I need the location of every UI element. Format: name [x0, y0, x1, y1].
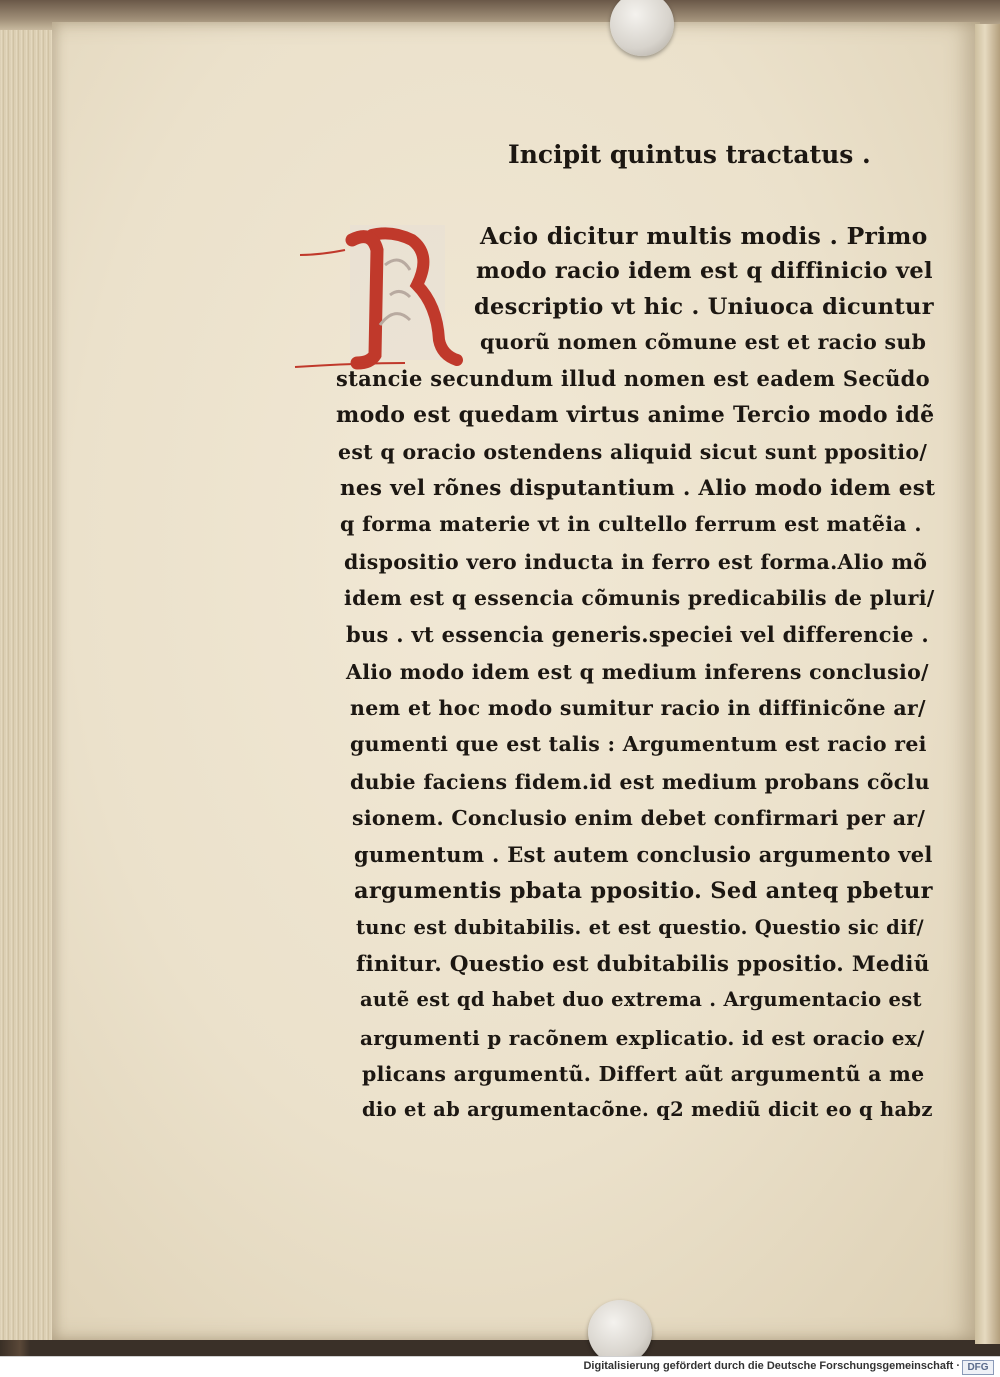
text-line-22: autẽ est qd habet duo extrema . Argumentacio est [360, 988, 922, 1011]
text-line-14: nem et hoc modo sumitur racio in diffinicõne ar/ [350, 696, 926, 720]
text-line-5: stancie secundum illud nomen est eadem Secũdo [336, 366, 930, 391]
text-line-19: argumentis pbata ppositio. Sed anteq pbetur [354, 878, 933, 904]
text-line-7: est q oracio ostendens aliquid sicut sunt ppositio/ [338, 440, 928, 464]
dfg-logo-icon[interactable]: DFG [962, 1360, 994, 1375]
text-line-13: Alio modo idem est q medium inferens conclusio/ [346, 660, 929, 684]
text-line-20: tunc est dubitabilis. et est questio. Questio sic dif/ [356, 916, 924, 939]
text-line-10: dispositio vero inducta in ferro est forma.Alio mõ [344, 550, 928, 574]
text-line-23: argumenti p racõnem explicatio. id est oracio ex/ [360, 1026, 925, 1050]
text-line-24: plicans argumentũ. Differt aũt argumentũ a me [362, 1062, 925, 1086]
footer-credit: Digitalisierung gefördert durch die Deutsche Forschungsgemeinschaft · [583, 1360, 960, 1372]
text-line-25: dio et ab argumentacõne. q2 mediũ dicit eo q habz [362, 1098, 933, 1121]
text-line-15: gumenti que est talis : Argumentum est racio rei [350, 732, 927, 756]
text-line-18: gumentum . Est autem conclusio argumento vel [354, 842, 933, 867]
text-line-11: idem est q essencia cõmunis predicabilis de pluri/ [344, 586, 935, 610]
digitization-footer [0, 1356, 1000, 1377]
text-line-9: q forma materie vt in cultello ferrum est matẽia . [340, 512, 922, 536]
text-line-4: quorũ nomen cõmune est et racio sub [480, 330, 927, 354]
decorated-initial [290, 205, 480, 380]
text-line-2: modo racio idem est q diffinicio vel [476, 258, 933, 284]
text-line-21: finitur. Questio est dubitabilis ppositio. Mediũ [356, 952, 930, 977]
text-line-3: descriptio vt hic . Uniuoca dicuntur [474, 294, 934, 320]
text-line-17: sionem. Conclusio enim debet confirmari per ar/ [352, 806, 926, 830]
text-line-12: bus . vt essencia generis.speciei vel differencie . [346, 622, 930, 647]
text-line-8: nes vel rõnes disputantium . Alio modo idem est [340, 476, 936, 501]
text-line-6: modo est quedam virtus anime Tercio modo idẽ [336, 402, 935, 428]
initial-r-illumination [290, 205, 480, 380]
text-line-1: Acio dicitur multis modis . Primo [480, 222, 928, 250]
text-line-16: dubie faciens fidem.id est medium probans cõclu [350, 770, 930, 794]
page-heading: Incipit quintus tractatus . [508, 140, 871, 169]
